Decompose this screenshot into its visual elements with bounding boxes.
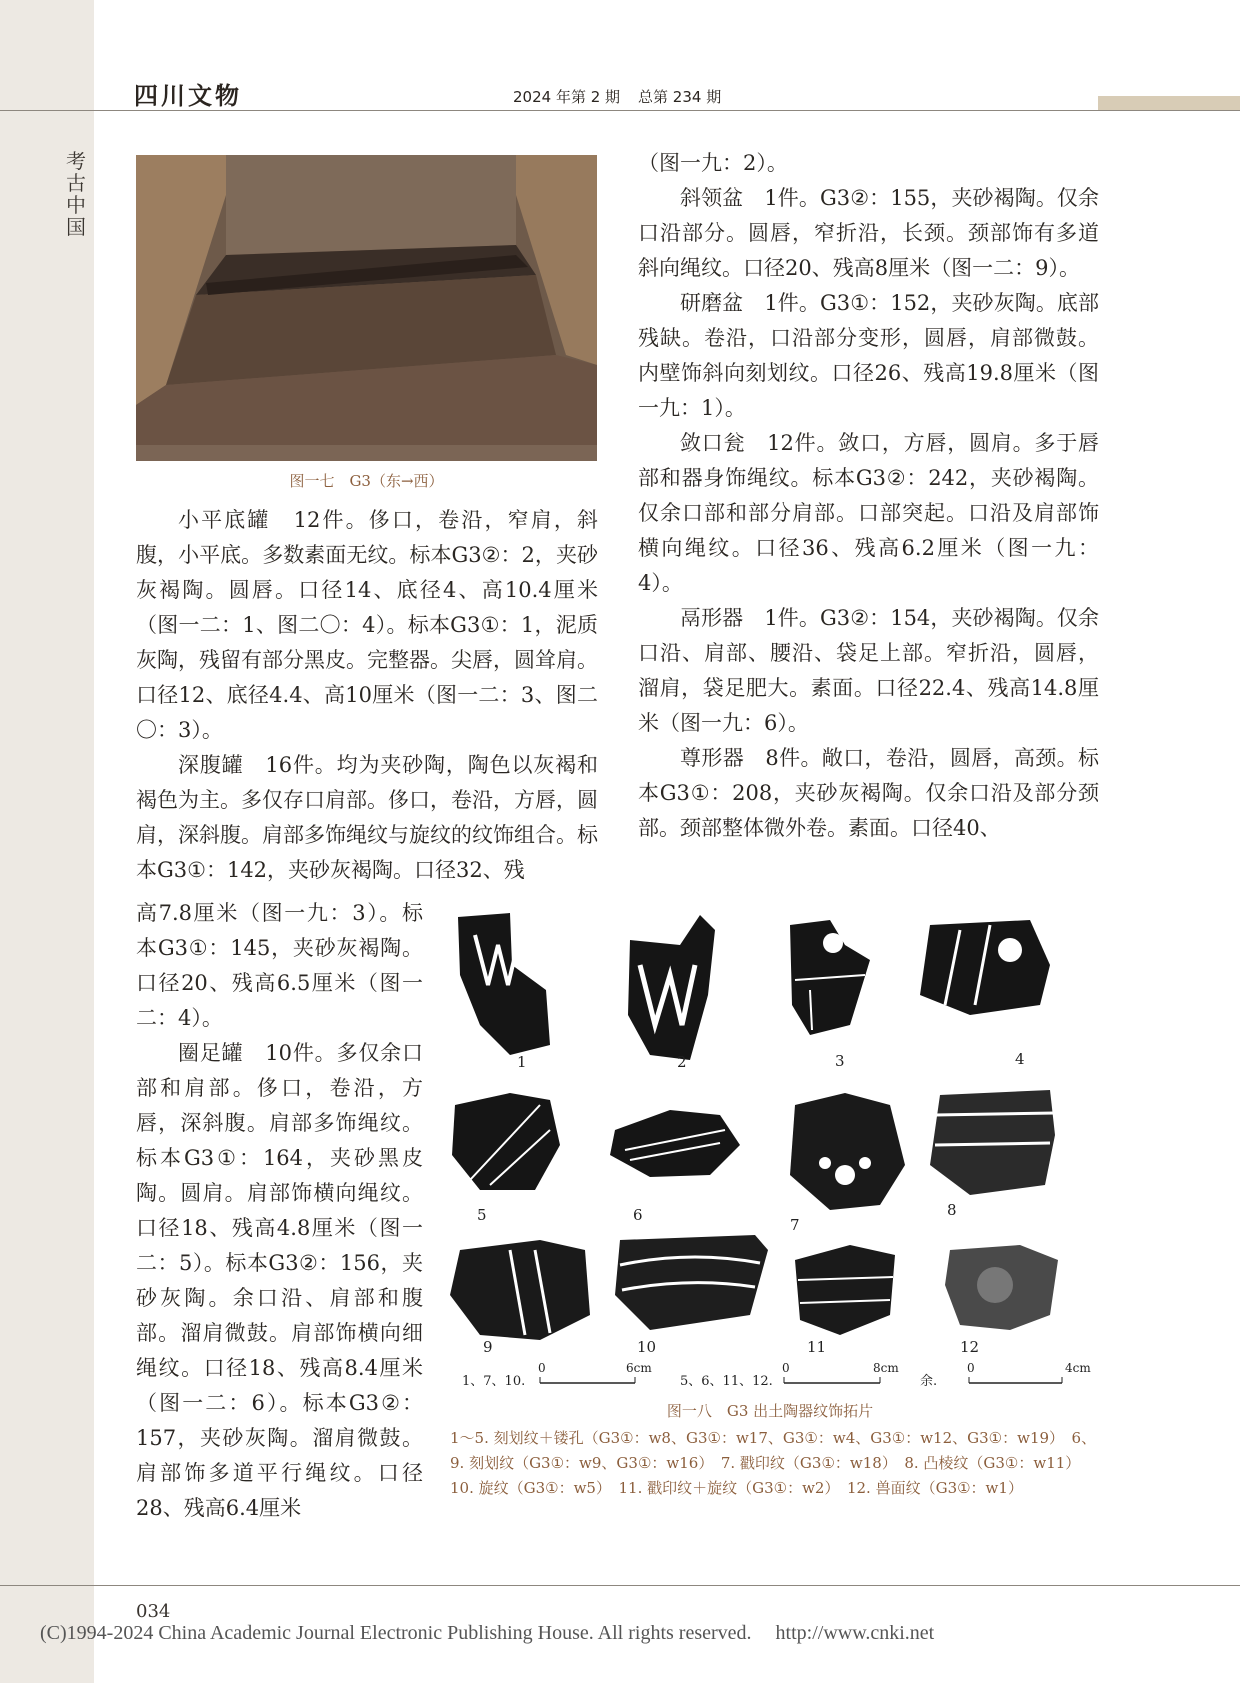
scale-max: 6cm: [626, 1361, 652, 1375]
pottery-rubbings-figure: [450, 905, 1102, 1389]
rubbing-9: [450, 1240, 590, 1340]
sidebar-band: [0, 0, 94, 1683]
right-column-text: [638, 146, 1099, 846]
paragraph: 鬲形器 1件。G3②：154，夹砂褐陶。仅余口沿、肩部、腰沿、袋足上部。窄折沿，圆唇，溜肩，袋足肥大。素面。口径22.4、残高14.8厘米（图一九：6）。: [638, 606, 1099, 735]
scale-max: 4cm: [1065, 1361, 1091, 1375]
figure18-legend: 1～5. 刻划纹＋镂孔（G3①：w8、G3①：w17、G3①：w4、G3①：w12、G3①：w19） 6、9. 刻划纹（G3①：w9、G3①：w16） 7. 戳印纹（G3①：w18） 8. 凸棱纹（G3①：w11） 10. 旋纹（G3①：w5） 11. 戳印纹＋旋纹（G3①：w2） 12. 兽面纹（G3①：w1）: [450, 1429, 1097, 1497]
figure17-caption: 图一七 G3（东→西）: [289, 472, 444, 490]
rubbing-number: 8: [947, 1201, 957, 1219]
paragraph: 圈足罐 10件。多仅余口部和肩部。侈口，卷沿，方唇，深斜腹。肩部多饰绳纹。标本G3①：164，夹砂黑皮陶。圆肩。肩部饰横向绳纹。口径18、残高4.8厘米（图一二：5）。标本G3②：156，夹砂灰陶。余口沿、肩部和腹部。溜肩微鼓。肩部饰横向细绳纹。口径18、残高8.4厘米（图一二：6）。标本G3②：157，夹砂灰陶。溜肩微鼓。肩部饰多道平行绳纹。口径28、残高6.4厘米: [136, 1041, 423, 1520]
excavation-photo: [136, 155, 597, 461]
rubbing-5: [452, 1093, 560, 1190]
figure18-caption: 图一八 G3 出土陶器纹饰拓片: [666, 1402, 874, 1420]
scale-label: 余.: [920, 1374, 938, 1389]
rubbing-3: [790, 920, 870, 1035]
rubbing-number: 9: [483, 1338, 493, 1356]
paragraph: 敛口瓮 12件。敛口，方唇，圆肩。多于唇部和器身饰绳纹。标本G3②：242，夹砂褐陶。仅余口部和部分肩部。口部突起。口沿及肩部饰横向绳纹。口径36、残高6.2厘米（图一九：4）。: [638, 431, 1099, 595]
copyright-text: (C)1994-2024 China Academic Journal Electronic Publishing House. All rights reserved.: [40, 1622, 752, 1644]
paragraph: 小平底罐 12件。侈口，卷沿，窄肩，斜腹，小平底。多数素面无纹。标本G3②：2，夹砂灰褐陶。圆唇。口径14、底径4、高10.4厘米（图一二：1、图二〇：4）。标本G3①：1，泥质灰陶，残留有部分黑皮。完整器。尖唇，圆耸肩。口径12、底径4.4、高10厘米（图一二：3、图二〇：3）。: [136, 508, 598, 742]
rubbing-number: 2: [677, 1053, 687, 1071]
rubbing-4: [920, 920, 1050, 1015]
rubbing-6: [610, 1110, 740, 1177]
scale-max: 8cm: [873, 1361, 899, 1375]
rubbing-number: 3: [835, 1052, 845, 1070]
rubbing-number: 6: [633, 1206, 643, 1224]
paragraph: （图一九：2）。: [638, 151, 788, 175]
issue-number: 2024 年第 2 期: [513, 88, 621, 106]
header-rule: [0, 110, 1240, 111]
rubbing-11: [795, 1245, 895, 1335]
scale-bar-a: [462, 1361, 652, 1389]
rubbing-number: 12: [960, 1338, 980, 1356]
issue-info: [513, 86, 721, 107]
left-column-text: [136, 503, 598, 888]
scale-bar-c: [920, 1361, 1091, 1389]
paragraph: 深腹罐 16件。均为夹砂陶，陶色以灰褐和褐色为主。多仅存口肩部。侈口，卷沿，方唇，圆肩，深斜腹。肩部多饰绳纹与旋纹的纹饰组合。标本G3①：142，夹砂灰褐陶。口径32、残: [136, 753, 598, 882]
rubbing-number: 10: [637, 1338, 657, 1356]
scale-zero: 0: [538, 1361, 546, 1375]
rubbing-12: [945, 1245, 1058, 1330]
left-column-narrow-text: [136, 896, 423, 1526]
rubbing-number: 11: [807, 1338, 827, 1356]
header-accent-bar: [1098, 96, 1240, 110]
journal-logo: 四川文物: [134, 82, 242, 110]
total-issue-number: 总第 234 期: [638, 88, 722, 106]
paragraph: 高7.8厘米（图一九：3）。标本G3①：145，夹砂灰褐陶。口径20、残高6.5厘米（图一二：4）。: [136, 901, 423, 1030]
rubbing-10: [615, 1235, 768, 1330]
rubbing-8: [930, 1090, 1055, 1195]
rubbings-svg: [450, 905, 1102, 1389]
rubbing-7: [790, 1093, 905, 1210]
rubbing-number: 5: [477, 1206, 487, 1224]
scale-label: 5、6、11、12.: [680, 1374, 773, 1389]
rubbing-1: [458, 913, 550, 1055]
footer-rule: [0, 1585, 1240, 1586]
rubbing-2: [628, 915, 715, 1060]
rubbing-number: 1: [517, 1053, 527, 1071]
source-url[interactable]: http://www.cnki.net: [775, 1622, 935, 1644]
rubbing-number: 7: [790, 1216, 800, 1234]
scale-zero: 0: [782, 1361, 790, 1375]
paragraph: 斜领盆 1件。G3②：155，夹砂褐陶。仅余口沿部分。圆唇，窄折沿，长颈。颈部饰有多道斜向绳纹。口径20、残高8厘米（图一二：9）。: [638, 186, 1099, 280]
scale-bar-b: [680, 1361, 899, 1389]
scale-label: 1、7、10.: [462, 1374, 526, 1389]
section-tag: 考古中国: [66, 149, 86, 239]
scale-zero: 0: [967, 1361, 975, 1375]
copyright-line: [40, 1622, 934, 1645]
page-number: 034: [136, 1601, 171, 1622]
trench-photo-illustration: [136, 155, 597, 461]
paragraph: 研磨盆 1件。G3①：152，夹砂灰陶。底部残缺。卷沿，口沿部分变形，圆唇，肩部微鼓。内壁饰斜向刻划纹。口径26、残高19.8厘米（图一九：1）。: [638, 291, 1099, 420]
rubbing-number: 4: [1015, 1050, 1025, 1068]
paragraph: 尊形器 8件。敞口，卷沿，圆唇，高颈。标本G3①：208，夹砂灰褐陶。仅余口沿及部分颈部。颈部整体微外卷。素面。口径40、: [638, 746, 1099, 840]
